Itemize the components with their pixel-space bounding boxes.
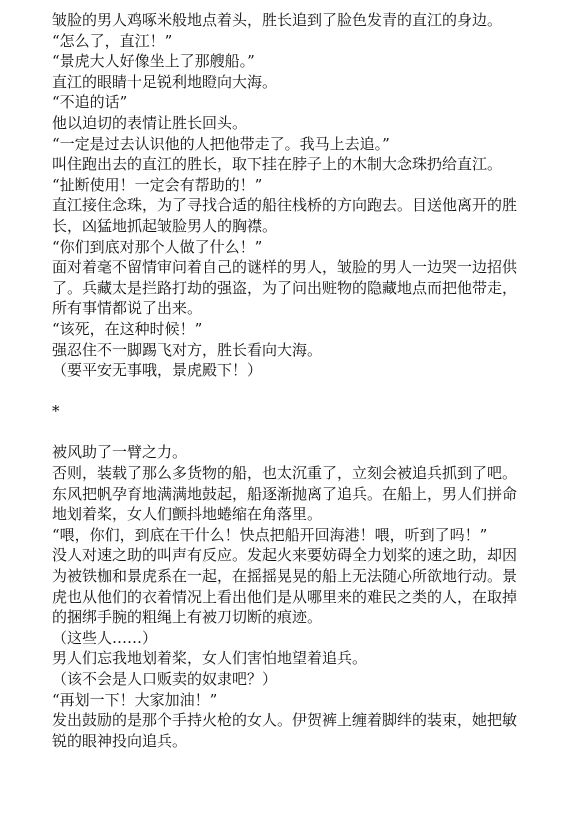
section-one	[52, 10, 530, 381]
novel-page	[52, 10, 530, 751]
paragraph: “喂，你们，到底在干什么！快点把船开回海港！喂，听到了吗！”	[52, 525, 488, 544]
paragraph: （该不会是人口贩卖的奴隶吧？）	[52, 670, 278, 688]
paragraph: 男人们忘我地划着桨，女人们害怕地望着追兵。	[52, 649, 368, 668]
paragraph: “该死，在这种时候！”	[52, 319, 203, 338]
paragraph: “一定是过去认识他的人把他带走了。我马上去追。”	[52, 134, 390, 153]
paragraph: （要平安无事哦，景虎殿下！）	[52, 361, 263, 380]
blank-line	[52, 381, 530, 402]
blank-line	[52, 422, 530, 443]
paragraph: “怎么了，直江！”	[52, 31, 173, 50]
paragraph: 面对着毫不留情审问着自己的谜样的男人，皱脸的男人一边哭一边招供了。兵藏太是拦路打劫的强盗，为了问出赃物的隐藏地点而把他带走，所有事情都说了出来。	[52, 258, 518, 318]
paragraph: 叫住跑出去的直江的胜长，取下挂在脖子上的木制大念珠扔给直江。	[52, 155, 503, 174]
paragraph: “扯断使用！一定会有帮助的！”	[52, 175, 263, 194]
paragraph: 直江的眼睛十足锐利地瞪向大海。	[52, 72, 278, 91]
paragraph: 否则，装载了那么多货物的船，也太沉重了，立刻会被追兵抓到了吧。	[52, 464, 518, 483]
paragraph: 强忍住不一脚踢飞对方，胜长看向大海。	[52, 340, 323, 359]
paragraph: “再划一下！大家加油！”	[52, 690, 218, 709]
paragraph: 没人对速之助的叫声有反应。发起火来要妨碍全力划桨的速之助，却因为被铁枷和景虎系在一起，在摇摇晃晃的船上无法随心所欲地行动。景虎也从他们的衣着情况上看出他们是从哪里来的难民之类的人，在取掉的捆绑手腕的粗绳上有被刀切断的痕迹。	[52, 546, 518, 627]
paragraph: 他以迫切的表情让胜长回头。	[52, 113, 248, 132]
paragraph: 东风把帆孕育地满满地鼓起，船逐渐抛离了追兵。在船上，男人们拼命地划着桨，女人们颤抖地蜷缩在角落里。	[52, 484, 518, 524]
paragraph: “你们到底对那个人做了什么！”	[52, 237, 263, 256]
section-two	[52, 442, 530, 751]
paragraph: “不追的话”	[52, 93, 128, 112]
paragraph: “景虎大人好像坐上了那艘船。”	[52, 52, 255, 71]
paragraph: 被风助了一臂之力。	[52, 443, 188, 462]
paragraph: （这些人……）	[52, 628, 158, 647]
paragraph: 皱脸的男人鸡啄米般地点着头，胜长追到了脸色发青的直江的身边。	[52, 11, 503, 29]
paragraph: 发出鼓励的是那个手持火枪的女人。伊贺裤上缠着脚绊的装束，她把敏锐的眼神投向追兵。	[52, 711, 518, 750]
section-separator: *	[52, 402, 60, 421]
paragraph: 直江接住念珠，为了寻找合适的船往栈桥的方向跑去。目送他离开的胜长，凶猛地抓起皱脸男人的胸襟。	[52, 196, 518, 235]
